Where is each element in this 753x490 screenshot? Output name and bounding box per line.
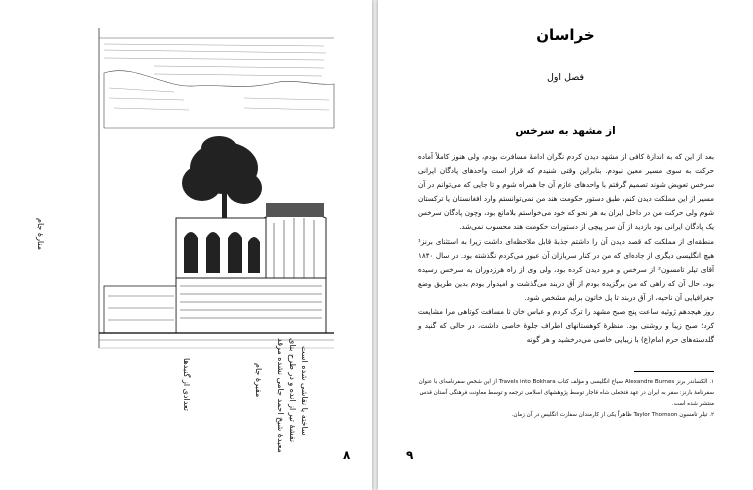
illustration-label: مقبرهٔ جام	[254, 363, 263, 398]
footnote-divider	[634, 371, 714, 372]
right-page	[378, 0, 753, 490]
illustration-label: نقشهٔ تیر از انده و در طرح بنای	[288, 338, 297, 443]
page-number: ۹	[406, 448, 414, 462]
subheading: از مشهد به سرخس	[515, 125, 616, 137]
paragraph: بعد از این که به اندازهٔ کافی از مشهد دیدن کردم نگران ادامهٔ مسافرت بودم، ولی هنوز کاملاً آماده حرکت به سوی مسیر معین نبودم. بنابراین وقتی شنیدم که قرار است واحدهای پادگان ایرانی سرخس تعویض شوند تصمیم گرفتم با واحدهای عازم آن جا همراه شوم و تا جایی که می‌توانم در آن مسیر از این مملکت دیدن کنم، طبق دستور حکومت هند من نمی‌توانستم وارد افغانستان یا ترکستان شوم ولی حرکت من در داخل ایران به هر نحو که خود می‌خواستم بلامانع بود، وچون پادگان سرخس یک پادگان ایرانی بود بازدید از آن سر پیچی از دستورات حکومت هند محسوب نمی‌شد.	[418, 152, 714, 232]
body-text	[418, 150, 714, 347]
paragraph: منطقه‌ای از مملکت که قصد دیدن آن را داشتم جذبهٔ قابل ملاحظه‌ای داشت زیرا به استثنای برنز¹ هیچ انگلیسی دیگری از جاده‌ای که من در کنار سربازان آن عبور می‌کردم نگذشته بود. در سال ۱۸۴۰ آقای تیلر تامسون² از سرخس و مرو دیدن کرده بود، ولی وی از راه هرزدوران به سرخس رسیده بود، حال آن که راهی که من برگزیده بودم از آق دربند می‌گذشت و امیدوار بودم بدین طریق وضع جغرافیایی آن ناحیه، از آق دربند تا پل خاتون برایم مشخص شود.	[418, 236, 714, 302]
illustration-caption: منارهٔ جام	[36, 218, 45, 251]
footnote: ۲. تیلر تامسون Taylor Thomson ظاهراً یکی از کارمندان سفارت انگلیس در آن زمان.	[511, 412, 714, 418]
illustration-label: معبد‌‌‌‌‌هٔ شیخ احمد جامی نشده مرقد	[276, 338, 285, 453]
footnotes	[416, 377, 714, 421]
section-title: فصل اول	[546, 72, 585, 83]
illustration-label: ساخته یا نقاشی شده است	[300, 346, 309, 436]
paragraph: روز هیجدهم ژوئیه ساعت پنج صبح مشهد را ترک کردم و عباس خان تا مسافت کوتاهی مرا مشایعت کرد؛ صبح زیبا و روشنی بود. منظرهٔ کوهستانهای اطراف جلوهٔ خاصی داشت، در حالی که گنبد و گلدسته‌های حرم امام(ع) با زیبایی خاصی می‌درخشید و هر گونه	[418, 307, 714, 345]
chapter-title: خراسان	[536, 26, 595, 44]
mausoleum-illustration	[36, 28, 339, 453]
left-page	[0, 0, 372, 490]
illustration-label: تعدادی از گنبدها	[182, 358, 191, 411]
page-number: ۸	[343, 448, 351, 462]
footnote: ۱. الکساندر برنز Alexandre Burnes سیاح انگلیسی و مؤلف کتاب Travels into Bokhara از این شخص سفرنامه‌ای با عنوان سفرنامهٔ بارنز: سفر به ایران در عهد فتحعلی شاه قاجار توسط پژوهشهای اسلامی ترجمه و توسط معاونت فرهنگی آستان قدس منتشر شده است.	[418, 379, 714, 407]
